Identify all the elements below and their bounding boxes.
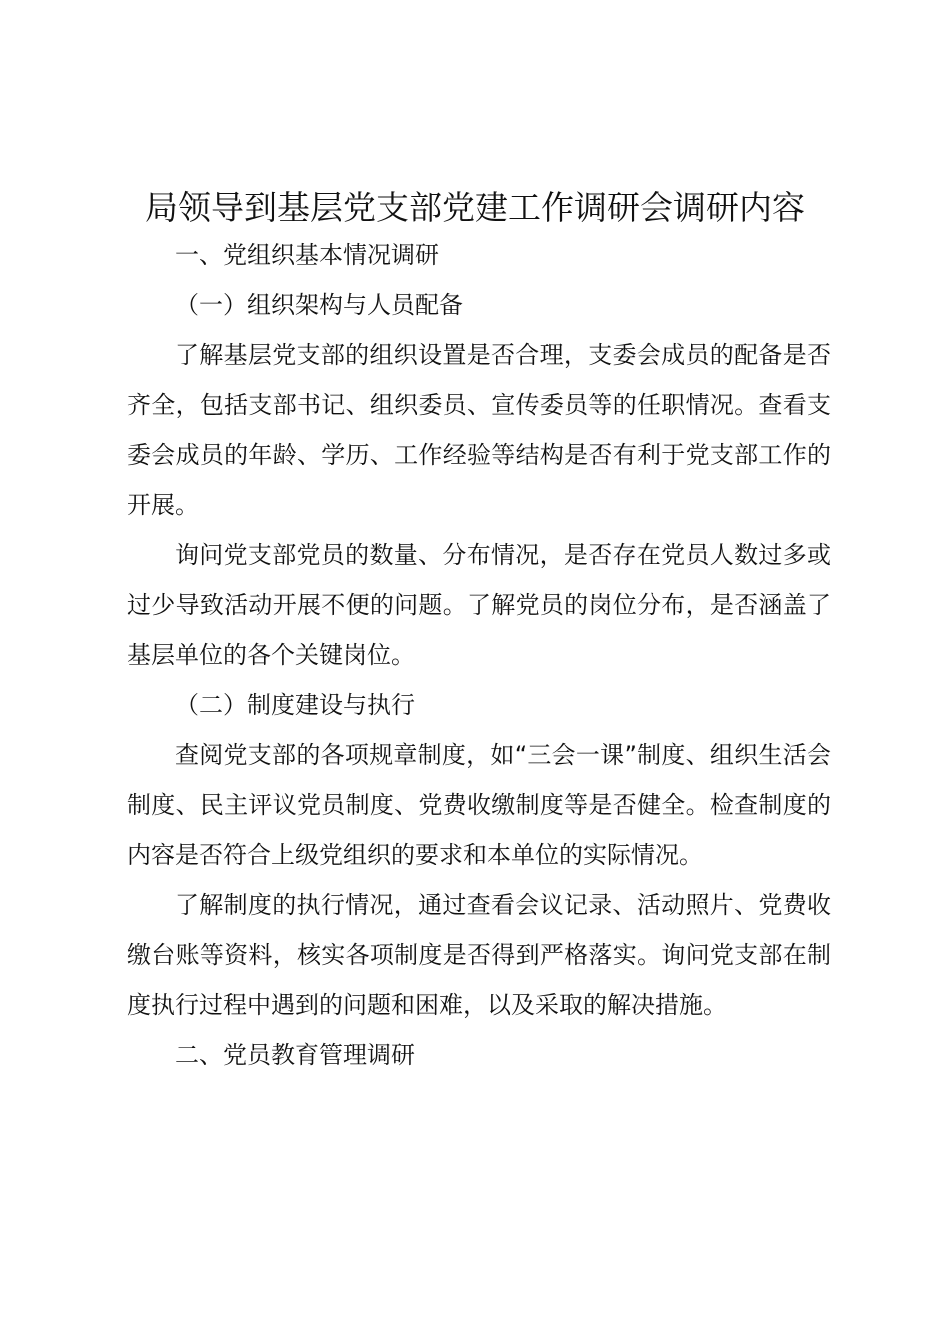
section-heading-1: 一、党组织基本情况调研 bbox=[175, 241, 439, 269]
subsection-heading-2: （二）制度建设与执行 bbox=[175, 691, 415, 719]
document-title: 局领导到基层党支部党建工作调研会调研内容 bbox=[145, 188, 805, 227]
paragraph-1: 了解基层党支部的组织设置是否合理，支委会成员的配备是否齐全，包括支部书记、组织委员、宣传委员等的任职情况。查看支委会成员的年龄、学历、工作经验等结构是否有利于党支部工作的开展。 bbox=[127, 341, 831, 519]
paragraph-3: 查阅党支部的各项规章制度，如“三会一课”制度、组织生活会制度、民主评议党员制度、党费收缴制度等是否健全。检查制度的内容是否符合上级党组织的要求和本单位的实际情况。 bbox=[127, 741, 831, 869]
section-heading-2: 二、党员教育管理调研 bbox=[175, 1041, 415, 1069]
paragraph-4: 了解制度的执行情况，通过查看会议记录、活动照片、党费收缴台账等资料，核实各项制度是否得到严格落实。询问党支部在制度执行过程中遇到的问题和困难，以及采取的解决措施。 bbox=[127, 891, 831, 1019]
paragraph-2: 询问党支部党员的数量、分布情况，是否存在党员人数过多或过少导致活动开展不便的问题。了解党员的岗位分布，是否涵盖了基层单位的各个关键岗位。 bbox=[127, 541, 831, 669]
subsection-heading-1: （一）组织架构与人员配备 bbox=[175, 291, 463, 319]
document-body bbox=[127, 230, 831, 1080]
